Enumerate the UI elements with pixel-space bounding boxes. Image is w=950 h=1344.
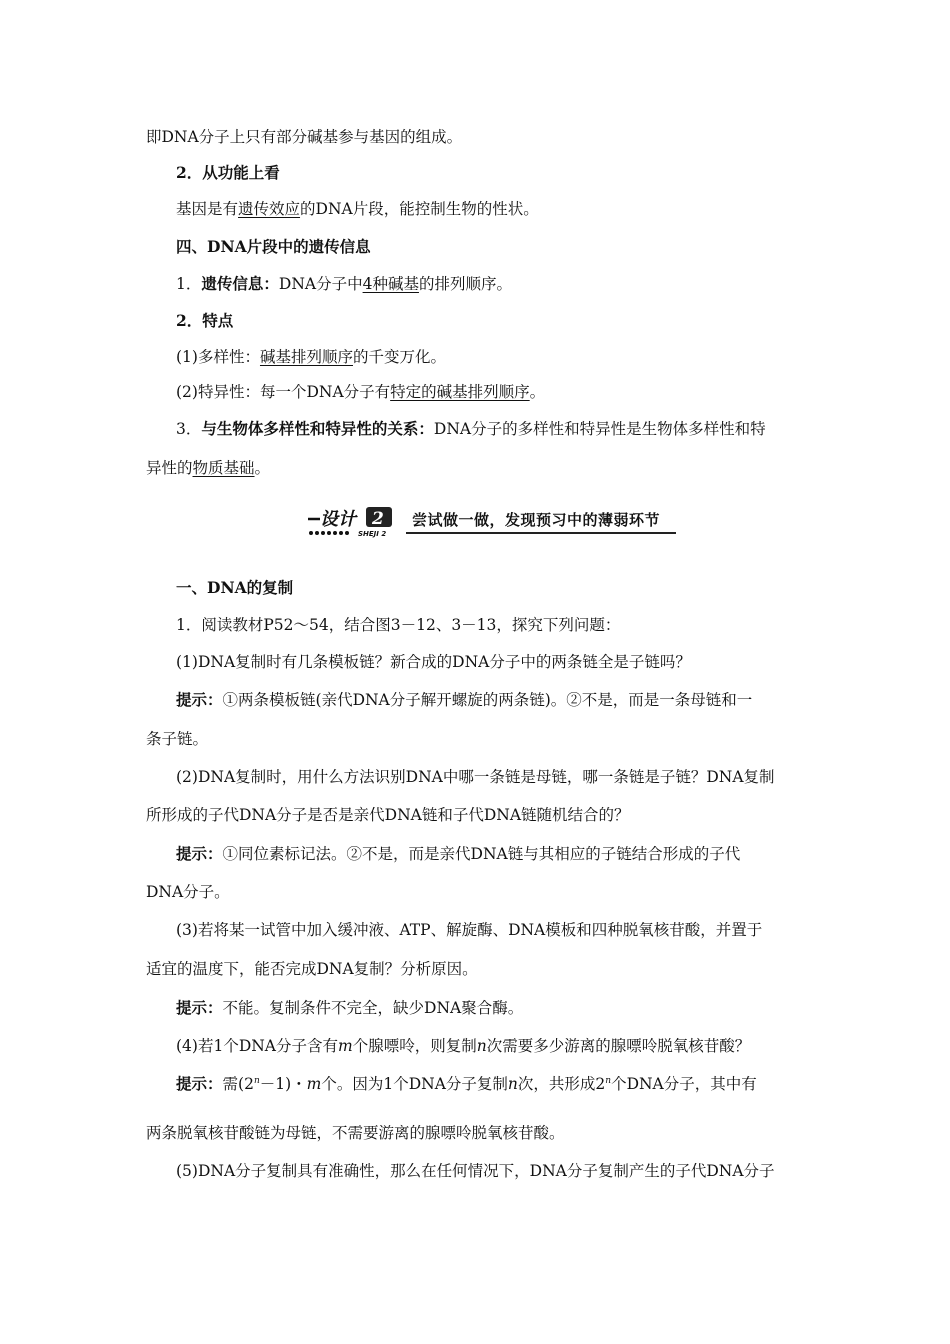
hint-line [146, 1122, 565, 1144]
question-text: (2)DNA复制时，用什么方法识别DNA中哪一条链是母链，哪一条链是子链？DNA复制 [176, 768, 775, 786]
text-run: (4)若1个DNA分子含有 [176, 1037, 339, 1055]
question-text: 所形成的子代DNA分子是否是亲代DNA链和子代DNA链随机结合的？ [146, 806, 630, 824]
paragraph-text: 即DNA分子上只有部分碱基参与基因的组成。 [146, 128, 463, 146]
hint-text: 条子链。 [146, 730, 209, 748]
subheading [176, 310, 233, 332]
text-run: DNA分子中 [278, 275, 363, 293]
text-run: 次，共形成2 [517, 1075, 606, 1093]
text-run: 1． [176, 275, 202, 293]
text-run: 的千变万化。 [352, 348, 446, 366]
text-line [176, 346, 446, 368]
section-banner [306, 503, 676, 539]
underlined-term: 遗传效应 [238, 200, 301, 218]
question-line [146, 804, 630, 826]
hint-text: ①同位素标记法。②不是，而是亲代DNA链与其相应的子链结合形成的子代 [222, 845, 741, 863]
variable-m: m [306, 1075, 322, 1093]
text-line [176, 273, 512, 295]
hint-label: 提示： [176, 690, 223, 709]
logo-text: 设计 [320, 509, 356, 530]
text-line [146, 457, 270, 479]
hint-line [146, 728, 208, 750]
hint-text: 不能。复制条件不完全，缺少DNA聚合酶。 [222, 999, 524, 1017]
text-run: 基因是有 [176, 200, 239, 218]
text-run: 。 [529, 383, 546, 401]
text-line [176, 614, 620, 636]
section-heading-text: 四、DNA片段中的遗传信息 [176, 237, 371, 256]
text-line [176, 198, 539, 220]
text-run: 次需要多少游离的腺嘌呤脱氧核苷酸？ [486, 1037, 751, 1055]
underlined-term: 特定的碱基排列顺序 [390, 383, 530, 401]
text-run: 的排列顺序。 [418, 275, 512, 293]
logo-subtext: SHEJI 2 [358, 530, 387, 538]
hint-line [176, 997, 523, 1019]
hint-text: ①两条模板链(亲代DNA分子解开螺旋的两条链)。②不是，而是一条母链和一 [222, 691, 753, 709]
sheji-logo [306, 503, 402, 539]
logo-number: 2 [372, 509, 384, 529]
text-run: 。 [254, 459, 271, 477]
question-text: (3)若将某一试管中加入缓冲液、ATP、解旋酶、DNA模板和四种脱氧核苷酸，并置于 [176, 921, 763, 939]
hint-line [146, 881, 230, 903]
hint-line [176, 1073, 757, 1095]
hint-label: 提示： [176, 844, 223, 863]
subheading-text: 2．从功能上看 [176, 163, 280, 182]
text-line [176, 418, 766, 440]
section-heading-text: 一、DNA的复制 [176, 578, 294, 597]
text-run: 异性的 [146, 459, 193, 477]
hint-line [176, 843, 740, 865]
question-line [146, 958, 478, 980]
text-run: (2)特异性：每一个DNA分子有 [176, 383, 391, 401]
bold-term: 遗传信息： [201, 274, 279, 293]
text-run: 3． [176, 420, 202, 438]
hint-line [176, 689, 752, 711]
section-heading [176, 236, 371, 258]
subheading-text: 2．特点 [176, 311, 234, 330]
bold-term: 与生物体多样性和特异性的关系： [201, 419, 434, 438]
superscript-n: n [605, 1075, 612, 1086]
question-text: 适宜的温度下，能否完成DNA复制？分析原因。 [146, 960, 478, 978]
underlined-term: 4种碱基 [362, 275, 419, 293]
text-run: (1)多样性： [176, 348, 260, 366]
question-line [176, 766, 775, 788]
hint-text: 两条脱氧核苷酸链为母链，不需要游离的腺嘌呤脱氧核苷酸。 [146, 1124, 565, 1142]
hint-label: 提示： [176, 998, 223, 1017]
question-text: (1)DNA复制时有几条模板链？新合成的DNA分子中的两条链全是子链吗？ [176, 653, 691, 671]
section-heading [176, 577, 293, 599]
text-run: －1)・ [259, 1075, 307, 1093]
hint-label: 提示： [176, 1074, 223, 1093]
subheading [176, 162, 280, 184]
variable-m: m [338, 1037, 353, 1055]
hint-text: DNA分子。 [146, 883, 230, 901]
text-run: 个。因为1个DNA分子复制 [321, 1075, 508, 1093]
variable-n: n [507, 1075, 518, 1093]
text-run: DNA分子的多样性和特异性是生物体多样性和特 [433, 420, 766, 438]
text-run: 的DNA片段，能控制生物的性状。 [300, 200, 539, 218]
question-intro: 1．阅读教材P52～54，结合图3－12、3－13，探究下列问题： [176, 616, 621, 634]
question-line [176, 1160, 775, 1182]
text-line [146, 126, 462, 148]
text-line [176, 381, 545, 403]
variable-n: n [476, 1037, 487, 1055]
banner-title: 尝试做一做，发现预习中的薄弱环节 [412, 511, 661, 529]
superscript-n: n [253, 1075, 260, 1086]
question-line [176, 1035, 750, 1057]
underlined-term: 碱基排列顺序 [259, 348, 353, 366]
question-line [176, 651, 691, 673]
text-run: 需(2 [222, 1075, 254, 1093]
question-text: (5)DNA分子复制具有准确性，那么在任何情况下，DNA分子复制产生的子代DNA分子 [176, 1162, 775, 1180]
question-line [176, 919, 762, 941]
text-run: 个腺嘌呤，则复制 [352, 1037, 477, 1055]
text-run: 个DNA分子，其中有 [611, 1075, 757, 1093]
banner-underline [406, 532, 676, 534]
underlined-term: 物质基础 [192, 459, 255, 477]
